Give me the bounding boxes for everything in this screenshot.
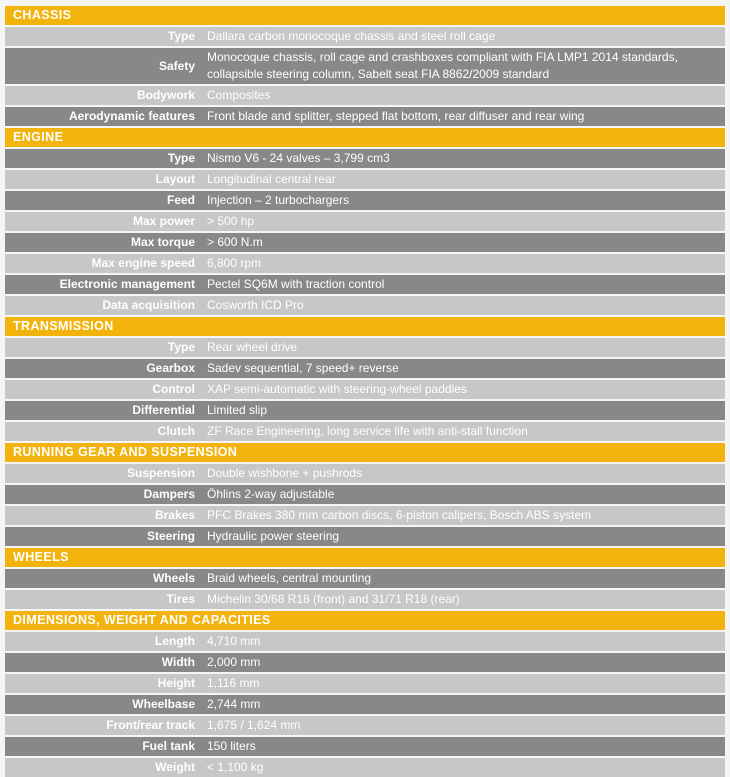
spec-row [5, 527, 725, 546]
spec-value: 1,675 / 1,624 mm [207, 718, 301, 732]
spec-label: Safety [158, 58, 195, 73]
spec-value: Braid wheels, central mounting [207, 571, 372, 585]
spec-row [5, 86, 725, 105]
spec-value: Composites [207, 88, 271, 102]
spec-label: Suspension [126, 466, 195, 480]
spec-label: Width [161, 655, 195, 669]
spec-row [5, 296, 725, 315]
spec-row [5, 254, 725, 273]
spec-value: 6,800 rpm [207, 256, 262, 270]
spec-row [5, 674, 725, 693]
spec-label: Layout [155, 172, 195, 186]
spec-value: Rear wheel drive [207, 340, 298, 354]
spec-label: Type [167, 340, 195, 354]
spec-label: Feed [166, 193, 195, 207]
spec-label: Type [167, 29, 195, 43]
spec-row [5, 233, 725, 252]
spec-row [5, 275, 725, 294]
spec-row [5, 27, 725, 46]
spec-label: Data acquisition [102, 298, 195, 312]
spec-label: Brakes [154, 508, 195, 522]
spec-label: Fuel tank [142, 739, 195, 753]
spec-row [5, 485, 725, 504]
spec-row [5, 107, 725, 126]
spec-row [5, 632, 725, 651]
spec-label: Max engine speed [91, 256, 195, 270]
spec-row [5, 464, 725, 483]
spec-value: 150 liters [207, 739, 256, 753]
spec-label: Electronic management [59, 277, 195, 291]
spec-label: Control [152, 382, 195, 396]
spec-value: Michelin 30/68 R18 (front) and 31/71 R18 (rear) [207, 592, 460, 606]
spec-value: 4,710 mm [207, 634, 261, 648]
spec-label: Wheelbase [132, 697, 195, 711]
spec-label: Type [167, 151, 195, 165]
spec-row [5, 758, 725, 777]
spec-label: Bodywork [136, 88, 195, 102]
spec-value: > 600 N.m [207, 235, 263, 249]
spec-row [5, 569, 725, 588]
spec-label: Length [155, 634, 195, 648]
spec-value: ZF Race Engineering, long service life with anti-stall function [207, 424, 528, 438]
section-header: DIMENSIONS, WEIGHT AND CAPACITIES [5, 611, 725, 630]
spec-row [5, 149, 725, 168]
spec-label: Aerodynamic features [68, 109, 195, 123]
section-header: ENGINE [5, 128, 725, 147]
spec-value: Nismo V6 - 24 valves – 3,799 cm3 [207, 151, 390, 165]
spec-label: Weight [155, 760, 195, 774]
spec-value: Injection – 2 turbochargers [207, 193, 350, 207]
section-header: RUNNING GEAR AND SUSPENSION [5, 443, 725, 462]
spec-value: Pectel SQ6M with traction control [207, 277, 385, 291]
spec-label: Clutch [157, 424, 195, 438]
spec-row [5, 716, 725, 735]
spec-label: Wheels [152, 571, 195, 585]
spec-row [5, 590, 725, 609]
spec-row [5, 212, 725, 231]
spec-row [5, 338, 725, 357]
spec-label: Gearbox [146, 361, 195, 375]
spec-label: Max power [132, 214, 195, 228]
spec-value: Cosworth ICD Pro [207, 298, 304, 312]
spec-value: 2,744 mm [207, 697, 261, 711]
spec-label: Steering [146, 529, 195, 543]
spec-value: < 1,100 kg [207, 760, 264, 774]
section-header: TRANSMISSION [5, 317, 725, 336]
section-header: CHASSIS [5, 6, 725, 25]
spec-row [5, 401, 725, 420]
spec-row [5, 737, 725, 756]
spec-value: 1,116 mm [207, 676, 260, 690]
spec-label: Max torque [130, 235, 195, 249]
spec-value: > 500 hp [207, 214, 255, 228]
spec-row [5, 170, 725, 189]
spec-label: Front/rear track [106, 718, 195, 732]
spec-value: Double wishbone + pushrods [207, 466, 363, 480]
spec-value: 2,000 mm [207, 655, 261, 669]
spec-row [5, 653, 725, 672]
spec-label: Height [157, 676, 195, 690]
spec-value: Limited slip [207, 403, 268, 417]
spec-label: Differential [132, 403, 195, 417]
spec-row [5, 695, 725, 714]
spec-row [5, 359, 725, 378]
spec-value: PFC Brakes 380 mm carbon discs, 6-piston calipers, Bosch ABS system [207, 508, 592, 522]
spec-label: Dampers [143, 487, 195, 501]
spec-row [5, 506, 725, 525]
spec-value: Monocoque chassis, roll cage and crashboxes compliant with FIA LMP1 2014 standards, collapsible steering column, Sabelt seat FIA 8862/2009 standard [207, 50, 678, 81]
spec-row [5, 380, 725, 399]
spec-row [5, 191, 725, 210]
spec-value: Hydraulic power steering [207, 529, 340, 543]
spec-value: Dallara carbon monocoque chassis and steel roll cage [207, 29, 496, 43]
spec-value: XAP semi-automatic with steering-wheel paddles [207, 382, 467, 396]
spec-row [5, 422, 725, 441]
spec-value: Öhlins 2-way adjustable [207, 487, 335, 501]
section-header: WHEELS [5, 548, 725, 567]
spec-row [5, 48, 725, 84]
spec-label: Tires [166, 592, 195, 606]
spec-value: Sadev sequential, 7 speed+ reverse [207, 361, 399, 375]
spec-value: Longitudinal central rear [207, 172, 336, 186]
spec-table [5, 6, 725, 777]
spec-value: Front blade and splitter, stepped flat bottom, rear diffuser and rear wing [207, 109, 585, 123]
